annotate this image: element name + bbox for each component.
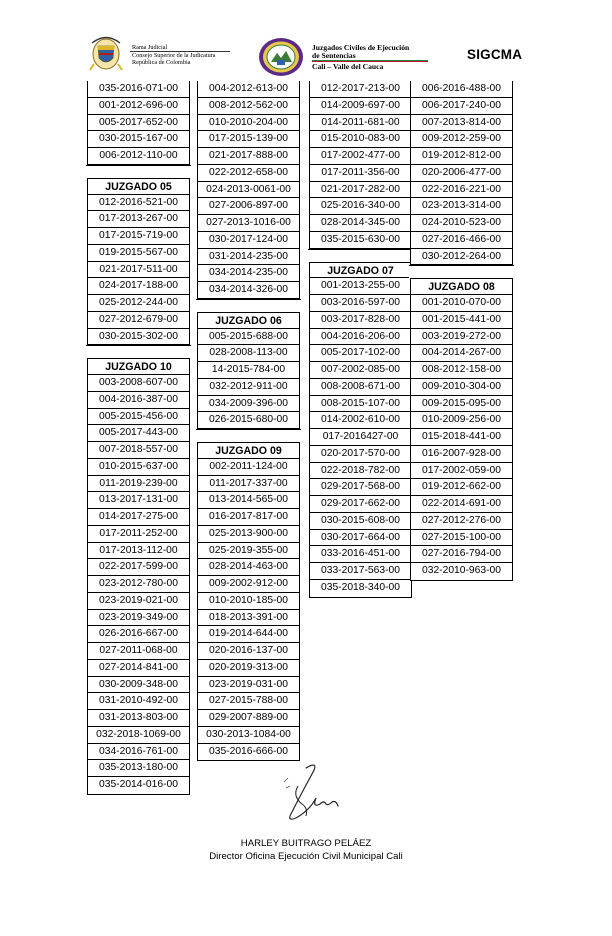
case-number: 017-2016427-00 [310, 429, 411, 446]
case-number: 025-2016-340-00 [310, 198, 411, 215]
case-number: 016-2017-817-00 [198, 509, 299, 526]
case-number: 007-2018-557-00 [88, 442, 189, 459]
case-number: 027-2013-1016-00 [198, 215, 299, 232]
case-number: 020-2017-570-00 [310, 446, 411, 463]
org-divider [130, 51, 230, 52]
case-column-2 [197, 81, 300, 761]
case-number: 029-2017-568-00 [310, 479, 411, 496]
case-number: 030-2017-124-00 [198, 232, 299, 249]
section-gap [86, 165, 190, 178]
case-number: 007-2013-814-00 [411, 115, 512, 132]
case-number: 035-2016-666-00 [198, 744, 299, 761]
case-number: 034-2016-761-00 [88, 744, 189, 761]
case-number: 026-2015-680-00 [198, 412, 299, 429]
case-number: 017-2015-719-00 [88, 228, 189, 245]
case-number: 014-2009-697-00 [310, 98, 411, 115]
case-number: 030-2013-1084-00 [198, 727, 299, 744]
case-number: 006-2017-240-00 [411, 98, 512, 115]
case-number: 034-2009-396-00 [198, 396, 299, 413]
case-number: 032-2010-963-00 [411, 563, 512, 580]
case-number: 021-2017-511-00 [88, 262, 189, 279]
case-number: 027-2012-276-00 [411, 513, 512, 530]
case-number: 026-2016-667-00 [88, 626, 189, 643]
section-gap [196, 299, 300, 312]
case-number: 002-2011-124-00 [198, 459, 299, 476]
case-number: 005-2015-688-00 [198, 329, 299, 346]
case-number: 030-2015-302-00 [88, 329, 189, 346]
case-number: 024-2017-188-00 [88, 278, 189, 295]
case-number: 022-2017-599-00 [88, 559, 189, 576]
office-location [312, 63, 383, 71]
case-number: 030-2017-664-00 [310, 530, 411, 547]
court-section-title: JUZGADO 09 [198, 442, 299, 459]
case-number: 010-2010-185-00 [198, 593, 299, 610]
case-number: 032-2018-1069-00 [88, 727, 189, 744]
case-number: 006-2012-110-00 [88, 148, 189, 165]
org-line-2: Consejo Superior de la Judicatura [132, 51, 216, 59]
case-number: 006-2016-488-00 [411, 81, 512, 98]
case-number: 010-2010-204-00 [198, 115, 299, 132]
case-number: 030-2009-348-00 [88, 677, 189, 694]
case-number: 004-2012-613-00 [198, 81, 299, 98]
case-number: 001-2010-070-00 [411, 295, 512, 312]
case-number: 019-2012-812-00 [411, 148, 512, 165]
case-number: 032-2012-911-00 [198, 379, 299, 396]
case-number: 027-2014-841-00 [88, 660, 189, 677]
case-number: 020-2019-313-00 [198, 660, 299, 677]
case-number: 008-2012-158-00 [411, 362, 512, 379]
case-number: 029-2007-889-00 [198, 710, 299, 727]
case-number: 003-2019-272-00 [411, 329, 512, 346]
case-number: 027-2015-100-00 [411, 530, 512, 547]
case-number: 030-2012-264-00 [411, 249, 512, 266]
case-number: 023-2019-021-00 [88, 593, 189, 610]
case-number: 034-2014-326-00 [198, 282, 299, 299]
case-number: 014-2002-610-00 [310, 412, 411, 429]
case-number: 017-2011-252-00 [88, 526, 189, 543]
case-number: 004-2016-387-00 [88, 392, 189, 409]
case-number: 033-2016-451-00 [310, 546, 411, 563]
office-line-3: Cali – Valle del Cauca [312, 62, 384, 71]
case-column-3 [309, 81, 412, 598]
civil-courts-seal-logo [257, 36, 305, 78]
case-number: 019-2014-644-00 [198, 626, 299, 643]
signer-name: HARLEY BUITRAGO PELÁEZ [240, 838, 372, 849]
case-number: 004-2014-267-00 [411, 345, 512, 362]
case-number: 029-2017-662-00 [310, 496, 411, 513]
case-number: 003-2016-597-00 [310, 295, 411, 312]
case-number: 031-2014-235-00 [198, 249, 299, 266]
case-number: 023-2013-314-00 [411, 198, 512, 215]
system-name: SIGCMA [467, 47, 523, 62]
case-number: 009-2010-304-00 [411, 379, 512, 396]
case-column-1 [87, 81, 190, 795]
case-number: 017-2015-139-00 [198, 131, 299, 148]
case-number: 011-2019-239-00 [88, 476, 189, 493]
case-number: 021-2017-282-00 [310, 182, 411, 199]
case-number: 012-2017-213-00 [310, 81, 411, 98]
case-number: 025-2012-244-00 [88, 295, 189, 312]
case-number: 017-2013-112-00 [88, 543, 189, 560]
section-gap [409, 265, 513, 278]
judicial-branch-text [132, 44, 216, 67]
case-number: 016-2007-928-00 [411, 446, 512, 463]
org-line-3: República de Colombia [132, 59, 191, 67]
case-number: 035-2016-071-00 [88, 81, 189, 98]
case-number: 020-2016-137-00 [198, 643, 299, 660]
section-gap [86, 345, 190, 358]
org-line-1: Rama Judicial [132, 44, 168, 51]
case-number: 035-2013-180-00 [88, 760, 189, 777]
case-number: 027-2011-068-00 [88, 643, 189, 660]
case-number: 017-2002-059-00 [411, 463, 512, 480]
case-number: 035-2015-630-00 [310, 232, 411, 249]
colombia-coat-of-arms-logo [86, 34, 126, 72]
case-number: 013-2017-131-00 [88, 492, 189, 509]
case-number: 008-2012-562-00 [198, 98, 299, 115]
case-number: 027-2015-788-00 [198, 693, 299, 710]
court-section-title: JUZGADO 05 [88, 178, 189, 195]
case-number: 024-2013-0061-00 [198, 182, 299, 199]
case-number: 010-2009-256-00 [411, 412, 512, 429]
case-number: 030-2015-167-00 [88, 131, 189, 148]
case-number: 012-2016-521-00 [88, 195, 189, 212]
case-number: 001-2012-696-00 [88, 98, 189, 115]
signer-role: Director Oficina Ejecución Civil Municipal Cali [209, 851, 403, 862]
case-number: 004-2016-206-00 [310, 329, 411, 346]
case-number: 003-2017-828-00 [310, 312, 411, 329]
case-number: 017-2002-477-00 [310, 148, 411, 165]
case-number: 028-2014-345-00 [310, 215, 411, 232]
case-number: 025-2019-355-00 [198, 543, 299, 560]
case-number: 018-2013-391-00 [198, 610, 299, 627]
case-number: 001-2013-255-00 [310, 278, 411, 295]
case-number: 017-2011-356-00 [310, 165, 411, 182]
case-number: 014-2017-275-00 [88, 509, 189, 526]
case-number: 009-2015-095-00 [411, 396, 512, 413]
case-number: 023-2012-780-00 [88, 576, 189, 593]
case-number: 022-2012-658-00 [198, 165, 299, 182]
case-number: 035-2014-016-00 [88, 777, 189, 794]
case-number: 010-2015-637-00 [88, 459, 189, 476]
case-number: 001-2015-441-00 [411, 312, 512, 329]
handwritten-signature [262, 760, 352, 830]
case-number: 023-2019-031-00 [198, 677, 299, 694]
case-number: 005-2017-102-00 [310, 345, 411, 362]
case-number: 027-2016-794-00 [411, 546, 512, 563]
case-number: 034-2014-235-00 [198, 265, 299, 282]
civil-courts-text [312, 44, 409, 60]
case-number: 022-2016-221-00 [411, 182, 512, 199]
case-number: 022-2018-782-00 [310, 463, 411, 480]
case-number: 005-2017-652-00 [88, 115, 189, 132]
court-section-title: JUZGADO 10 [88, 358, 189, 375]
court-section-title: JUZGADO 08 [411, 278, 512, 295]
case-number: 021-2017-888-00 [198, 148, 299, 165]
case-number: 009-2012-259-00 [411, 131, 512, 148]
section-gap [308, 249, 412, 262]
office-line-2: de Sentencias [312, 51, 356, 60]
case-number: 014-2011-681-00 [310, 115, 411, 132]
case-number: 031-2013-803-00 [88, 710, 189, 727]
case-number: 020-2006-477-00 [411, 165, 512, 182]
case-number: 009-2002-912-00 [198, 576, 299, 593]
case-number: 005-2017-443-00 [88, 425, 189, 442]
case-number: 025-2013-900-00 [198, 526, 299, 543]
case-number: 015-2010-083-00 [310, 131, 411, 148]
document-header [0, 0, 612, 80]
case-number: 003-2008-607-00 [88, 375, 189, 392]
case-number: 14-2015-784-00 [198, 362, 299, 379]
court-section-title: JUZGADO 06 [198, 312, 299, 329]
case-number: 028-2008-113-00 [198, 345, 299, 362]
case-number: 013-2014-565-00 [198, 492, 299, 509]
case-number: 005-2015-456-00 [88, 409, 189, 426]
case-number: 022-2014-691-00 [411, 496, 512, 513]
case-number: 028-2014-463-00 [198, 559, 299, 576]
case-number: 024-2010-523-00 [411, 215, 512, 232]
case-number: 027-2012-679-00 [88, 312, 189, 329]
case-number: 017-2013-267-00 [88, 211, 189, 228]
section-gap [196, 429, 300, 442]
case-number: 030-2015-608-00 [310, 513, 411, 530]
case-number: 011-2017-337-00 [198, 476, 299, 493]
case-number: 019-2015-567-00 [88, 245, 189, 262]
case-number: 027-2016-466-00 [411, 232, 512, 249]
case-number: 023-2019-349-00 [88, 610, 189, 627]
case-number: 033-2017-563-00 [310, 563, 411, 580]
case-number: 035-2018-340-00 [310, 580, 411, 597]
court-section-title: JUZGADO 07 [310, 262, 411, 279]
case-number: 007-2002-085-00 [310, 362, 411, 379]
case-number: 031-2010-492-00 [88, 693, 189, 710]
case-number: 019-2012-662-00 [411, 479, 512, 496]
case-number: 008-2015-107-00 [310, 396, 411, 413]
case-number: 008-2008-671-00 [310, 379, 411, 396]
case-number: 027-2006-897-00 [198, 198, 299, 215]
case-column-4 [410, 81, 513, 581]
case-number: 015-2018-441-00 [411, 429, 512, 446]
office-line-1: Juzgados Civiles de Ejecución [312, 43, 410, 52]
